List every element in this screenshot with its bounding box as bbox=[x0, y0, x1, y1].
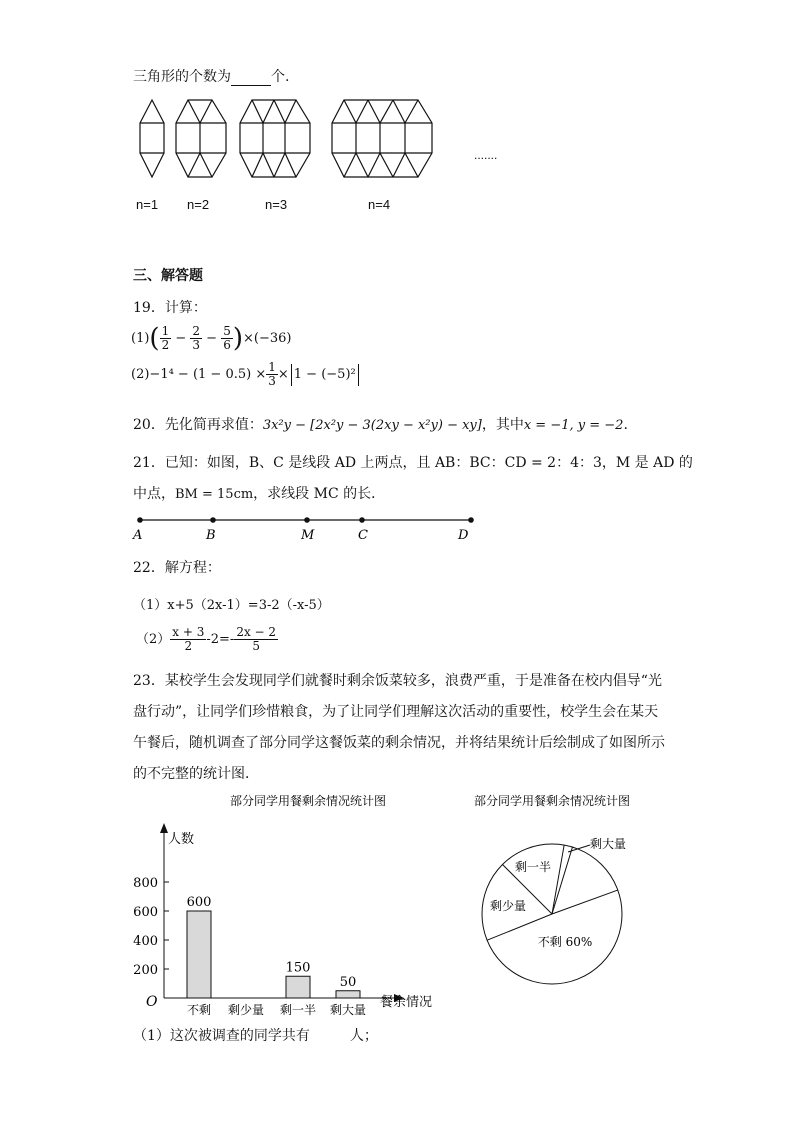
pie-slice-label: 剩大量 bbox=[589, 837, 627, 851]
q23-sub1: （1）这次被调查的同学共有 人； bbox=[133, 1028, 378, 1044]
label-C: C bbox=[358, 528, 368, 543]
q23-line4: 的不完整的统计图． bbox=[133, 766, 259, 782]
y-tick-label: 400 bbox=[133, 934, 158, 949]
point-A bbox=[137, 517, 143, 523]
bar bbox=[336, 991, 360, 998]
pattern-n3 bbox=[240, 100, 310, 177]
x-tick-label: 剩大量 bbox=[329, 1003, 367, 1017]
q19-title: 19．计算： bbox=[133, 300, 207, 316]
q22-title: 22．解方程： bbox=[133, 560, 221, 576]
pattern-n2 bbox=[176, 100, 226, 177]
bar-chart-title: 部分同学用餐剩余情况统计图 bbox=[229, 794, 387, 808]
label-A: A bbox=[133, 528, 143, 543]
q19-part2: (2)−1⁴ − (1 − 0.5) × $\frac{1}{3}$ × 1 − (−5)² bbox=[131, 361, 361, 388]
y-tick-label: 200 bbox=[133, 963, 158, 978]
q23-line3: 午餐后，随机调查了部分同学这餐饭菜的剩余情况，并将结果统计后绘制成了如图所示 bbox=[133, 735, 665, 751]
origin-label: O bbox=[146, 994, 158, 1010]
q22-part1: （1）x+5（2x-1）=3-2（-x-5） bbox=[133, 598, 330, 613]
label-n1: n=1 bbox=[136, 197, 159, 212]
pie-slice-label: 不剩 60% bbox=[537, 935, 593, 949]
answer-blank[interactable] bbox=[231, 71, 271, 86]
label-M: M bbox=[301, 528, 315, 543]
pattern-n1 bbox=[140, 100, 164, 177]
label-B: B bbox=[206, 528, 216, 543]
section-title: 三、解答题 bbox=[133, 268, 203, 284]
q19-part1: (1)( $\frac{1}{2}$ − $\frac{2}{3}$ − $\frac{5}{6}$ )×(−36) bbox=[131, 323, 292, 354]
x-tick-label: 不剩 bbox=[186, 1003, 212, 1017]
q18-text-after: 个. bbox=[271, 69, 290, 85]
bar-chart bbox=[128, 788, 438, 1018]
y-tick-label: 800 bbox=[133, 876, 158, 891]
point-C bbox=[359, 517, 365, 523]
label-D: D bbox=[458, 528, 469, 543]
bar bbox=[286, 976, 310, 998]
bar-value-label: 50 bbox=[339, 974, 357, 990]
x-tick-label: 剩少量 bbox=[227, 1003, 265, 1017]
y-axis-label: 人数 bbox=[168, 832, 195, 847]
y-axis-arrow bbox=[160, 823, 168, 833]
q23-line2: 盘行动”，让同学们珍惜粮食，为了让同学们理解这次活动的重要性，校学生会在某天 bbox=[133, 704, 659, 720]
pie-chart-title: 部分同学用餐剩余情况统计图 bbox=[473, 794, 631, 808]
x-axis-label: 餐余情况 bbox=[380, 995, 433, 1010]
x-tick-label: 剩一半 bbox=[279, 1003, 317, 1017]
pie-slice-label: 剩少量 bbox=[489, 899, 527, 913]
pie-slice-label: 剩一半 bbox=[514, 860, 552, 874]
label-n4: n=4 bbox=[368, 197, 391, 212]
q18-tail bbox=[133, 66, 289, 86]
q23-line1: 23．某校学生会发现同学们就餐时剩余饭菜较多，浪费严重，于是准备在校内倡导“光 bbox=[133, 673, 662, 689]
bar-value-label: 600 bbox=[186, 895, 212, 910]
q21-line1: 21．已知：如图，B、C 是线段 AD 上两点，且 AB：BC：CD = 2：4：3，M 是 AD 的 bbox=[133, 455, 693, 471]
q22-part2: （2） $\frac{x + 3}{2}$ -2=- $\frac{2x - 2}{5}$ bbox=[136, 625, 277, 653]
label-n3: n=3 bbox=[265, 197, 288, 212]
triangle-pattern-figure bbox=[130, 95, 450, 190]
q21-line2: 中点，BM = 15cm，求线段 MC 的长． bbox=[133, 486, 386, 502]
y-tick-label: 600 bbox=[133, 905, 158, 920]
point-B bbox=[210, 517, 216, 523]
point-D bbox=[468, 517, 474, 523]
q20: 20．先化简再求值：3x²y − [2x²y − 3(2xy − x²y) − xy]，其中x = −1, y = −2. bbox=[133, 417, 628, 433]
label-n2: n=2 bbox=[187, 197, 210, 212]
bar-value-label: 150 bbox=[285, 960, 311, 976]
bar bbox=[187, 911, 211, 998]
pie-chart bbox=[460, 788, 660, 1018]
pattern-n4 bbox=[332, 100, 432, 177]
ellipsis: ....... bbox=[474, 148, 498, 162]
q18-text-before: 三角形的个数为 bbox=[133, 69, 231, 85]
segment-figure bbox=[130, 510, 490, 546]
point-M bbox=[304, 517, 310, 523]
